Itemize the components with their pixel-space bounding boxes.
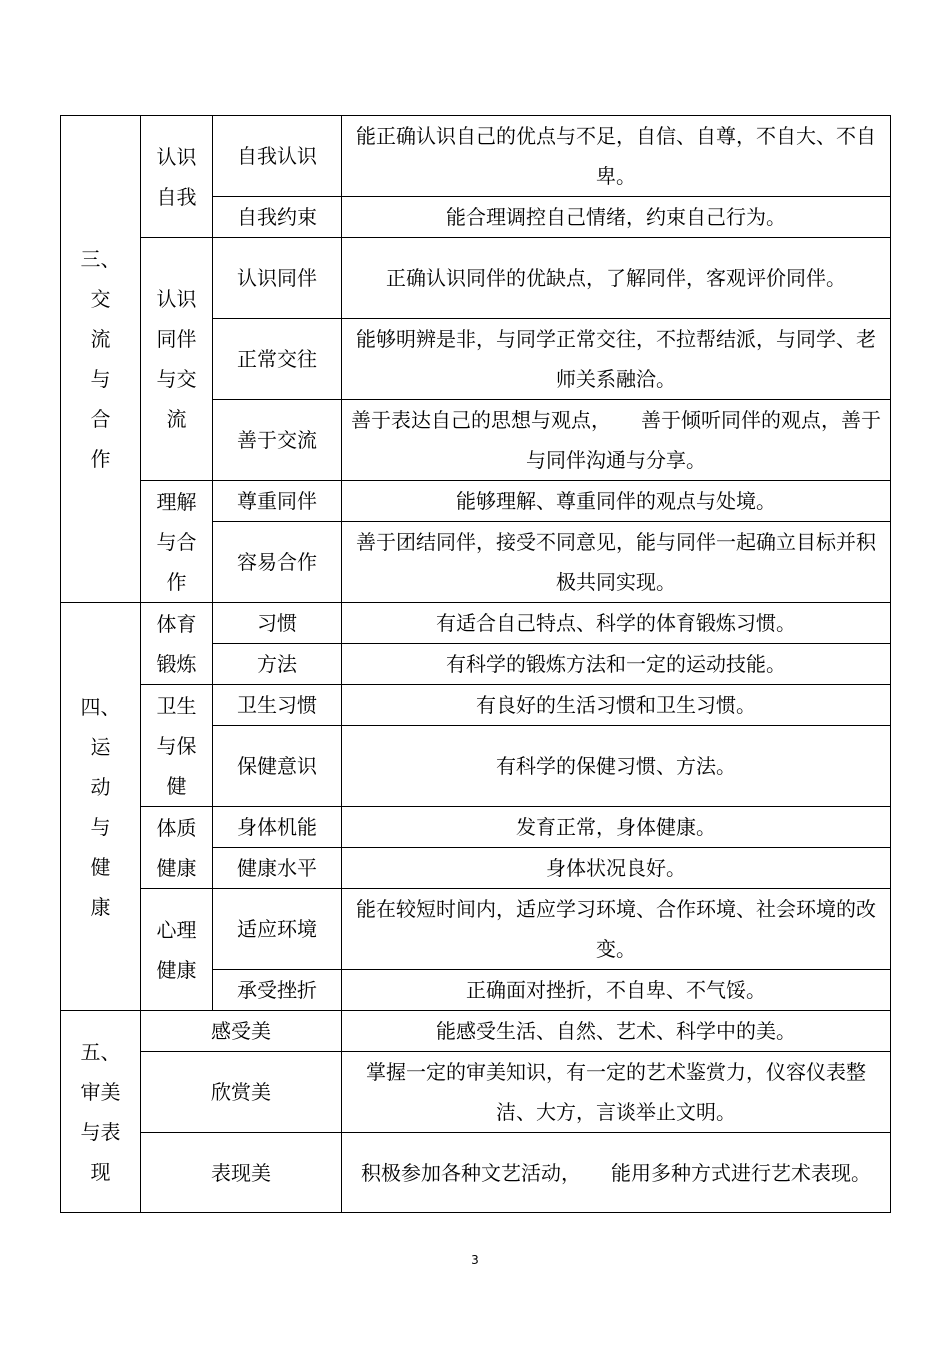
table-row <box>61 1133 891 1213</box>
item-description: 能够理解、尊重同伴的观点与处境。 <box>342 481 891 522</box>
item-description: 有适合自己特点、科学的体育锻炼习惯。 <box>342 603 891 644</box>
item-description: 正确面对挫折，不自卑、不气馁。 <box>342 970 891 1011</box>
table-row <box>61 238 891 319</box>
group-label: 认识 自我 <box>141 116 213 238</box>
item-label: 欣赏美 <box>141 1052 342 1133</box>
evaluation-table <box>60 115 891 1213</box>
section-title-3: 三、 交 流 与 合 作 <box>61 116 141 603</box>
item-description: 善于表达自己的思想与观点， 善于倾听同伴的观点，善于与同伴沟通与分享。 <box>342 400 891 481</box>
group-label: 理解 与合 作 <box>141 481 213 603</box>
item-description: 能感受生活、自然、艺术、科学中的美。 <box>342 1011 891 1052</box>
page-number: 3 <box>471 1253 479 1267</box>
item-description: 发育正常，身体健康。 <box>342 807 891 848</box>
table-row <box>61 1011 891 1052</box>
item-label: 承受挫折 <box>213 970 342 1011</box>
table-row <box>61 481 891 522</box>
item-description: 有良好的生活习惯和卫生习惯。 <box>342 685 891 726</box>
table-row <box>61 1052 891 1133</box>
item-description: 能在较短时间内，适应学习环境、合作环境、社会环境的改变。 <box>342 889 891 970</box>
group-label: 卫生 与保 健 <box>141 685 213 807</box>
item-label: 健康水平 <box>213 848 342 889</box>
item-label: 自我约束 <box>213 197 342 238</box>
item-label: 卫生习惯 <box>213 685 342 726</box>
item-description: 掌握一定的审美知识，有一定的艺术鉴赏力，仪容仪表整洁、大方，言谈举止文明。 <box>342 1052 891 1133</box>
item-description: 正确认识同伴的优缺点，了解同伴，客观评价同伴。 <box>342 238 891 319</box>
item-label: 身体机能 <box>213 807 342 848</box>
group-label: 体育 锻炼 <box>141 603 213 685</box>
table-row <box>61 116 891 197</box>
table-row <box>61 685 891 726</box>
item-description: 有科学的保健习惯、方法。 <box>342 726 891 807</box>
table-row <box>61 603 891 644</box>
item-description: 能合理调控自己情绪，约束自己行为。 <box>342 197 891 238</box>
item-label: 认识同伴 <box>213 238 342 319</box>
item-label: 自我认识 <box>213 116 342 197</box>
group-label: 心理 健康 <box>141 889 213 1011</box>
item-description: 身体状况良好。 <box>342 848 891 889</box>
item-label: 尊重同伴 <box>213 481 342 522</box>
table-row <box>61 889 891 970</box>
table-row <box>61 807 891 848</box>
item-label: 保健意识 <box>213 726 342 807</box>
item-label: 习惯 <box>213 603 342 644</box>
item-description: 积极参加各种文艺活动， 能用多种方式进行艺术表现。 <box>342 1133 891 1213</box>
item-description: 善于团结同伴，接受不同意见，能与同伴一起确立目标并积极共同实现。 <box>342 522 891 603</box>
item-label: 适应环境 <box>213 889 342 970</box>
item-label: 正常交往 <box>213 319 342 400</box>
group-label: 认识 同伴 与交 流 <box>141 238 213 481</box>
item-description: 能正确认识自己的优点与不足，自信、自尊，不自大、不自卑。 <box>342 116 891 197</box>
item-label: 方法 <box>213 644 342 685</box>
item-description: 有科学的锻炼方法和一定的运动技能。 <box>342 644 891 685</box>
item-label: 善于交流 <box>213 400 342 481</box>
item-label: 容易合作 <box>213 522 342 603</box>
section-title-4: 四、 运 动 与 健 康 <box>61 603 141 1011</box>
item-label: 表现美 <box>141 1133 342 1213</box>
section-title-5: 五、 审美 与表 现 <box>61 1011 141 1213</box>
item-description: 能够明辨是非，与同学正常交往，不拉帮结派，与同学、老师关系融洽。 <box>342 319 891 400</box>
item-label: 感受美 <box>141 1011 342 1052</box>
group-label: 体质 健康 <box>141 807 213 889</box>
